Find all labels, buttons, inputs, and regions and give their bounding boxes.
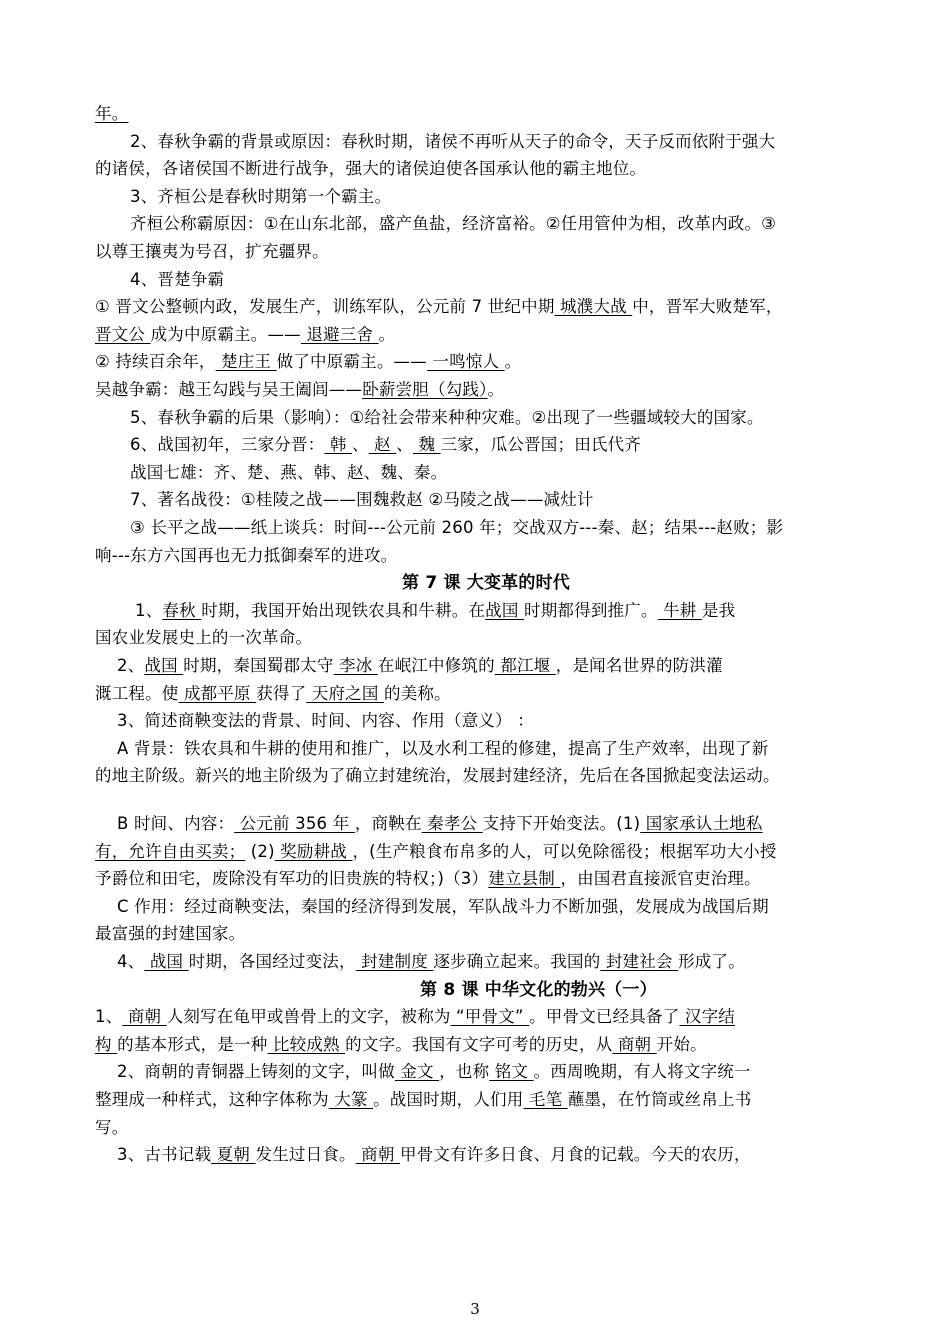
text-segment: 的地主阶级。新兴的地主阶级为了确立封建统治，发展封建经济，先后在各国掀起变法运动。 — [95, 766, 780, 786]
text-line — [130, 434, 641, 456]
text-line — [117, 813, 763, 835]
text-line — [95, 923, 245, 945]
underlined-answer: 大篆 — [328, 1090, 374, 1109]
underlined-answer: 战国 — [144, 656, 184, 675]
text-segment: 在岷江中修筑的 — [377, 656, 495, 675]
underlined-answer: 有，允许自由买卖； — [95, 841, 246, 861]
underlined-answer: 李冰 — [333, 656, 378, 675]
text-segment: 。战国时期，人们用 — [373, 1090, 524, 1109]
text-segment: 的文字。我国有文字可考的历史，从 — [345, 1034, 613, 1054]
text-segment: 的美称。 — [384, 683, 451, 703]
text-segment: 蘸墨，在竹筒或丝帛上书 — [567, 1090, 752, 1109]
text-line — [130, 489, 594, 511]
text-segment: 7、著名战役：①桂陵之战——围魏救赵 ②马陵之战——减灶计 — [130, 490, 594, 510]
text-line — [95, 841, 777, 863]
text-segment: ③ 长平之战——纸上谈兵：时间---公元前 260 年；交战双方---秦、赵；结果---赵败；影 — [130, 518, 784, 537]
text-segment: 吴越争霸：越王勾践与吴王阖闾—— — [95, 380, 363, 399]
text-segment: ，商鞅在 — [354, 814, 422, 833]
text-line — [117, 1144, 751, 1166]
underlined-answer: 牛耕 — [657, 600, 702, 620]
text-line — [117, 710, 534, 732]
text-segment: 4、晋楚争霸 — [130, 269, 225, 289]
text-segment: 1、 — [135, 600, 163, 620]
underlined-answer: 天府之国 — [306, 683, 385, 703]
text-segment: 做了中原霸主。—— — [276, 352, 427, 372]
text-line — [130, 269, 224, 291]
underlined-answer: 秦孝公 — [421, 814, 483, 833]
text-segment: 溉工程。使 — [95, 683, 179, 703]
text-segment: A 背景：铁农具和牛耕的使用和推广，以及水利工程的修建，提高了生产效率，出现了新 — [117, 738, 769, 758]
underlined-answer: 建立县制 — [488, 869, 561, 889]
text-segment: 3、古书记载 — [117, 1145, 212, 1165]
text-segment: 的诸侯，各诸侯国不断进行战争，强大的诸侯迫使各国承认他的霸主地位。 — [95, 159, 647, 179]
text-segment: ，(生产粮食布帛多的人，可以免除徭役；根据军功大小授 — [352, 841, 777, 861]
underlined-answer: 晋文公 — [95, 324, 146, 344]
text-segment: ，是闻名世界的防洪灌 — [555, 656, 723, 675]
text-segment: 第 8 课 中华文化的勃兴（一） — [420, 979, 657, 1000]
text-segment: 以尊王攘夷为号召，扩充疆界。 — [95, 242, 329, 261]
text-line — [95, 627, 312, 649]
text-line — [130, 462, 447, 484]
text-line — [130, 186, 391, 208]
underlined-answer: 汉字结 — [679, 1007, 735, 1027]
text-line — [95, 1034, 707, 1056]
text-line — [130, 407, 764, 429]
text-line — [95, 765, 780, 787]
text-segment: 4、 — [117, 952, 145, 971]
text-segment: C 作用：经过商鞅变法，秦国的经济得到发展，军队战斗力不断加强，发展成为战国后期 — [117, 896, 769, 916]
text-line — [95, 868, 761, 890]
text-line — [95, 379, 504, 401]
text-segment: ② 持续百余年， — [95, 352, 216, 372]
underlined-answer: 金文 — [394, 1062, 440, 1082]
text-segment: 5、春秋争霸的后果（影响）：①给社会带来种种灾难。②出现了一些疆域较大的国家。 — [130, 407, 764, 427]
text-segment: 的基本形式，是一种 — [117, 1034, 268, 1054]
text-segment: 中，晋军大败楚军， — [632, 297, 783, 317]
text-line — [95, 296, 783, 318]
text-segment: 三家，瓜公晋国；田氏代齐 — [440, 435, 641, 455]
underlined-answer: 都江堰 — [494, 656, 556, 675]
underlined-answer: 公元前 356 年 — [234, 814, 355, 833]
section-heading — [420, 979, 657, 1001]
underlined-answer: 比较成熟 — [267, 1034, 346, 1054]
underlined-answer: 一鸣惊人 — [426, 352, 505, 372]
text-segment: 3、简述商鞅变法的背景、时间、内容、作用（意义） ： — [117, 711, 534, 731]
underlined-answer: 商朝 — [122, 1007, 167, 1027]
text-line — [130, 213, 776, 235]
text-line — [95, 351, 521, 373]
text-segment: ，由国君直接派官吏治理。 — [560, 869, 761, 889]
page-number: 3 — [470, 1300, 480, 1318]
text-line — [135, 600, 735, 622]
text-line — [117, 655, 723, 677]
underlined-answer: 卧薪尝胆（勾践） — [362, 380, 488, 399]
text-line — [95, 545, 397, 567]
text-line — [130, 131, 775, 153]
text-segment: 。甲骨文已经具备了 — [529, 1007, 680, 1027]
text-segment: 时期，秦国蜀郡太守 — [183, 656, 334, 675]
underlined-answer: 战国 — [485, 600, 525, 620]
underlined-answer: 楚庄王 — [215, 352, 277, 372]
text-segment: 开始。 — [656, 1034, 707, 1054]
text-segment: ，也称 — [439, 1062, 490, 1082]
text-segment: 甲骨文有许多日食、月食的记载。今天的农历， — [400, 1145, 751, 1165]
text-segment: 时期，各国经过变法， — [188, 952, 356, 971]
underlined-answer: 夏朝 — [211, 1145, 256, 1165]
underlined-answer: 退避三舍 — [300, 324, 379, 344]
text-segment: 2、商朝的青铜器上铸刻的文字，叫做 — [117, 1062, 395, 1082]
underlined-answer: “甲骨文” — [450, 1007, 530, 1027]
text-segment: 。 — [504, 352, 522, 372]
text-segment: 、 — [352, 435, 369, 455]
text-line — [117, 738, 769, 760]
text-segment: ① 晋文公整顿内政，发展生产，训练军队，公元前 7 世纪中期 — [95, 297, 555, 317]
text-line — [95, 324, 395, 346]
underlined-answer: 韩 — [324, 435, 352, 455]
section-heading — [402, 572, 570, 594]
underlined-answer: 封建社会 — [600, 952, 679, 971]
text-segment: 发生过日食。 — [255, 1145, 356, 1165]
text-segment: 3、齐桓公是春秋时期第一个霸主。 — [130, 186, 392, 206]
text-segment: 2、 — [117, 656, 145, 675]
underlined-answer: 赵 — [368, 435, 397, 455]
text-line — [95, 103, 128, 125]
underlined-answer: 铭文 — [489, 1062, 534, 1082]
text-segment: 齐桓公称霸原因：①在山东北部，盛产鱼盐，经济富裕。②任用管仲为相，改革内政。③ — [130, 214, 777, 234]
underlined-answer: 年。 — [95, 104, 129, 123]
text-segment: 支持下开始变法。(1) — [482, 814, 641, 833]
text-segment: 国农业发展史上的一次革命。 — [95, 628, 313, 648]
underlined-answer: 魏 — [413, 435, 441, 455]
underlined-answer: 毛笔 — [523, 1090, 568, 1109]
text-line — [95, 1089, 751, 1111]
underlined-answer: 商朝 — [612, 1034, 657, 1054]
underlined-answer: 成都平原 — [178, 683, 257, 703]
text-segment: (2) — [245, 841, 275, 861]
text-line — [130, 517, 783, 539]
text-segment: 、 — [396, 435, 413, 455]
underlined-answer: 春秋 — [162, 600, 202, 620]
text-line — [95, 158, 646, 180]
text-segment: 时期，我国开始出现铁农具和牛耕。在 — [201, 600, 486, 620]
text-line — [117, 951, 745, 973]
text-segment: 6、战国初年，三家分晋： — [130, 435, 325, 455]
text-line — [117, 1061, 751, 1083]
text-segment: 2、春秋争霸的背景或原因：春秋时期，诸侯不再听从天子的命令，天子反而依附于强大 — [130, 131, 776, 151]
text-segment: 最富强的封建国家。 — [95, 924, 246, 944]
text-segment: 第 7 课 大变革的时代 — [402, 573, 570, 594]
underlined-answer: 封建制度 — [355, 952, 434, 971]
text-segment: 。 — [487, 380, 505, 399]
text-segment: 。西周晚期，有人将文字统一 — [533, 1062, 751, 1082]
text-segment: 整理成一种样式，这种字体称为 — [95, 1090, 329, 1109]
text-segment: 写。 — [95, 1117, 129, 1137]
underlined-answer: 商朝 — [355, 1145, 400, 1165]
text-segment: 人刻写在龟甲或兽骨上的文字，被称为 — [166, 1007, 451, 1027]
underlined-answer: 国家承认土地私 — [640, 814, 763, 833]
text-segment: 时期都得到推广。 — [524, 600, 658, 620]
text-segment: 1、 — [95, 1007, 123, 1027]
text-segment: 。 — [378, 324, 396, 344]
text-line — [95, 1006, 735, 1028]
text-segment: 成为中原霸主。—— — [150, 324, 301, 344]
underlined-answer: 战国 — [144, 952, 189, 971]
text-line — [95, 683, 451, 705]
underlined-answer: 构 — [95, 1034, 118, 1054]
text-line — [95, 241, 329, 263]
underlined-answer: 城濮大战 — [554, 297, 633, 317]
text-segment: 逐步确立起来。我国的 — [433, 952, 601, 971]
text-line — [95, 1117, 128, 1139]
text-segment: 战国七雄：齐、楚、燕、韩、赵、魏、秦。 — [130, 462, 448, 482]
text-segment: 获得了 — [256, 683, 307, 703]
text-segment: B 时间、内容： — [117, 814, 235, 833]
text-segment: 予爵位和田宅，废除没有军功的旧贵族的特权；)（3） — [95, 869, 489, 889]
text-line — [117, 896, 769, 918]
text-segment: 响---东方六国再也无力抵御秦军的进攻。 — [95, 545, 398, 565]
text-segment: 形成了。 — [678, 952, 745, 971]
underlined-answer: 奖励耕战 — [274, 841, 353, 861]
text-segment: 是我 — [701, 600, 736, 620]
